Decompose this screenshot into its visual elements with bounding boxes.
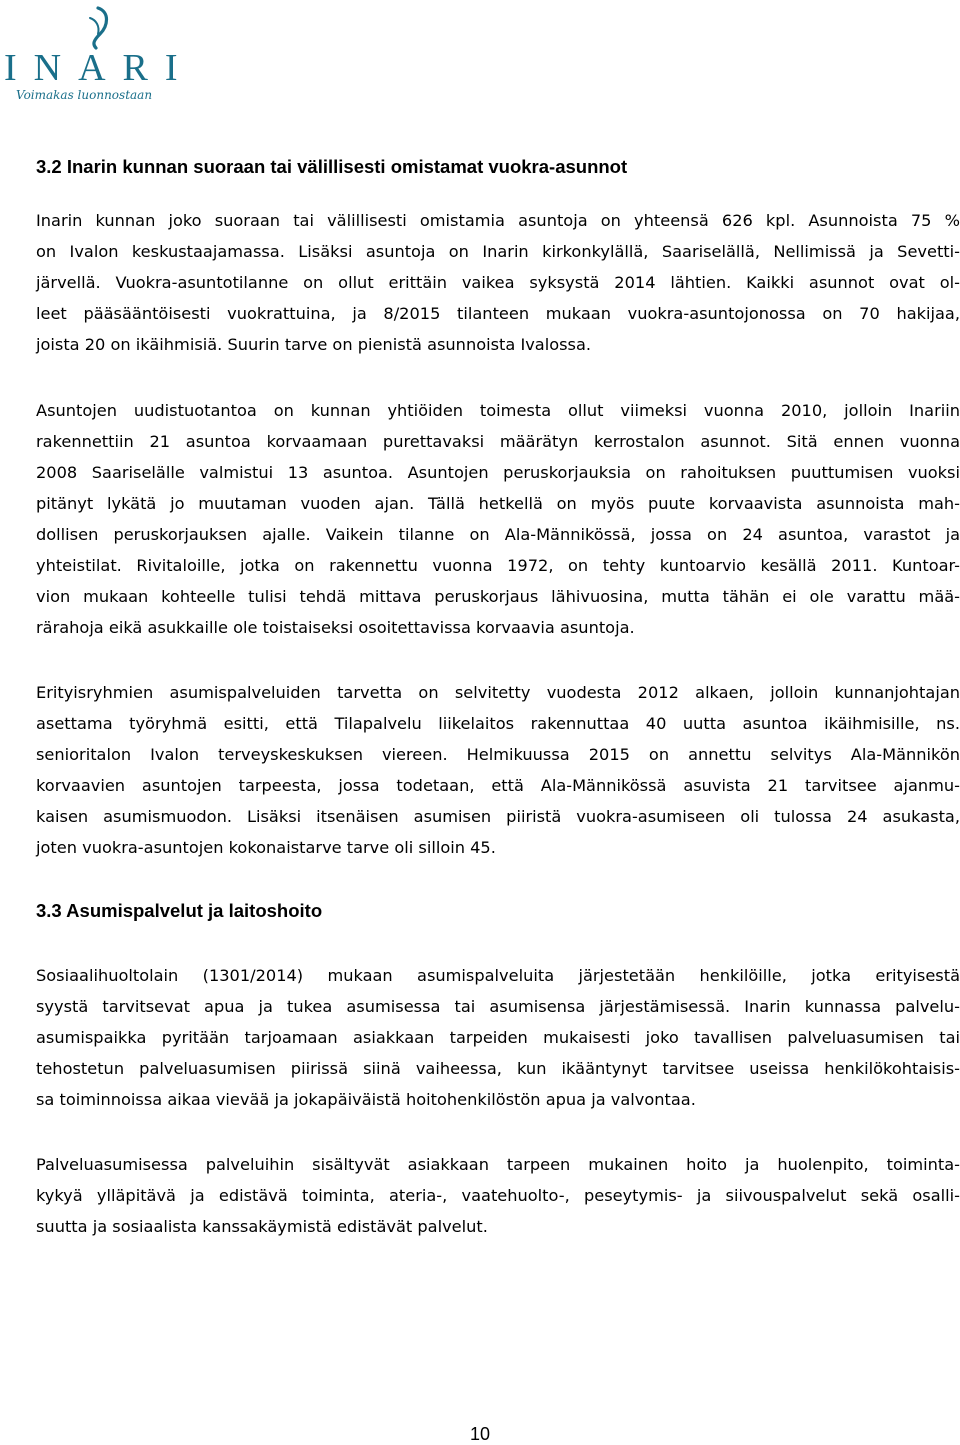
paragraph-uudistuotanto <box>36 395 960 643</box>
logo-tagline: Voimakas luonnostaan <box>16 88 153 102</box>
logo-wordmark: INARI <box>4 47 195 89</box>
paragraph-palveluasuminen <box>36 1149 960 1242</box>
text-line: rakennettiin 21 asuntoa korvaamaan purettavaksi määrätyn kerrostalon asunnot. Sitä ennen vuonna <box>36 432 960 451</box>
text-line: 2008 Saariselälle valmistui 13 asuntoa. Asuntojen peruskorjauksia on rahoituksen puuttumisen vuoksi <box>36 463 960 482</box>
text-line: tehostetun palveluasumisen piirissä siinä vaiheessa, kun ikääntynyt tarvitsee useissa henkilökohtaisis- <box>36 1059 960 1078</box>
text-line: dollisen peruskorjauksen ajalle. Vaikein tilanne on Ala-Männikössä, jossa on 24 asuntoa, varastot ja <box>36 525 960 544</box>
paragraph-erityisryhmat <box>36 677 960 863</box>
text-line: Inarin kunnan joko suoraan tai välillisesti omistamia asuntoja on yhteensä 626 kpl. Asunnoista 75 % <box>36 211 960 230</box>
inari-logo <box>4 4 195 104</box>
text-line: leet pääsääntöisesti vuokrattuina, ja 8/2015 tilanteen mukaan vuokra-asuntojonossa on 70 hakijaa, <box>36 304 960 323</box>
text-line: Sosiaalihuoltolain (1301/2014) mukaan asumispalveluita järjestetään henkilöille, jotka erityisestä <box>36 966 960 985</box>
text-line: pitänyt lykätä jo muutaman vuoden ajan. Tällä hetkellä on myös puute korvaavista asunnoista mah- <box>36 494 960 513</box>
text-line: asettama työryhmä esitti, että Tilapalvelu liikelaitos rakennuttaa 40 uutta asuntoa ikäihmisille, ns. <box>36 714 960 733</box>
text-line: senioritalon Ivalon terveyskeskuksen viereen. Helmikuussa 2015 on annettu selvitys Ala-Männikön <box>36 745 960 764</box>
text-line: järvellä. Vuokra-asuntotilanne on ollut erittäin vaikea syksystä 2014 lähtien. Kaikki asunnot ovat ol- <box>36 273 960 292</box>
text-line: Erityisryhmien asumispalveluiden tarvetta on selvitetty vuodesta 2012 alkaen, jolloin kunnanjohtajan <box>36 683 960 702</box>
text-line: suutta ja sosiaalista kanssakäymistä edistävät palvelut. <box>36 1217 488 1236</box>
page-number: 10 <box>469 1424 491 1444</box>
text-line: joten vuokra-asuntojen kokonaistarve tarve oli silloin 45. <box>36 838 496 857</box>
text-line: asumispaikka pyritään tarjoamaan asiakkaan tarpeiden mukaisesti joko tavallisen palveluasumisen tai <box>36 1028 960 1047</box>
text-line: vion mukaan kohteelle tulisi tehdä mittava peruskorjaus lähivuosina, mutta tähän ei ole varattu mää- <box>36 587 960 606</box>
text-line: kaisen asumismuodon. Lisäksi itsenäisen asumisen piiristä vuokra-asumiseen oli tulossa 24 asukasta, <box>36 807 960 826</box>
text-line: Asuntojen uudistuotantoa on kunnan yhtiöiden toimesta ollut viimeksi vuonna 2010, jolloin Inariin <box>36 401 960 420</box>
text-line: yhteistilat. Rivitaloille, jotka on rakennettu vuonna 1972, on tehty kuntoarvio kesällä 2011. Kuntoar- <box>36 556 960 575</box>
paragraph-vuokra-asunnot <box>36 205 960 360</box>
section-heading-3-3: 3.3 Asumispalvelut ja laitoshoito <box>36 900 323 921</box>
paragraph-sosiaalihuoltolaki <box>36 960 960 1115</box>
text-line: joista 20 on ikäihmisiä. Suurin tarve on pienistä asunnoista Ivalossa. <box>36 335 592 354</box>
section-heading-3-2: 3.2 Inarin kunnan suoraan tai välillisesti omistamat vuokra-asunnot <box>36 156 628 177</box>
text-line: sa toiminnoissa aikaa vievää ja jokapäiväistä hoitohenkilöstön apua ja valvontaa. <box>36 1090 696 1109</box>
text-line: Palveluasumisessa palveluihin sisältyvät asiakkaan tarpeen mukainen hoito ja huolenpito, toiminta- <box>36 1155 960 1174</box>
text-line: rärahoja eikä asukkaille ole toistaiseksi osoitettavissa korvaavia asuntoja. <box>36 618 635 637</box>
text-line: syystä tarvitsevat apua ja tukea asumisessa tai asumisensa järjestämisessä. Inarin kunnassa palvelu- <box>36 997 960 1016</box>
text-line: korvaavien asuntojen tarpeesta, jossa todetaan, että Ala-Männikössä asuvista 21 tarvitsee ajanmu- <box>36 776 960 795</box>
text-line: kykyä ylläpitävä ja edistävä toiminta, ateria-, vaatehuolto-, peseytymis- ja siivouspalvelut sekä osalli- <box>36 1186 960 1205</box>
swoosh-icon <box>84 4 114 50</box>
text-line: on Ivalon keskustaajamassa. Lisäksi asuntoja on Inarin kirkonkylällä, Saariselällä, Nellimissä ja Sevetti- <box>36 242 960 261</box>
